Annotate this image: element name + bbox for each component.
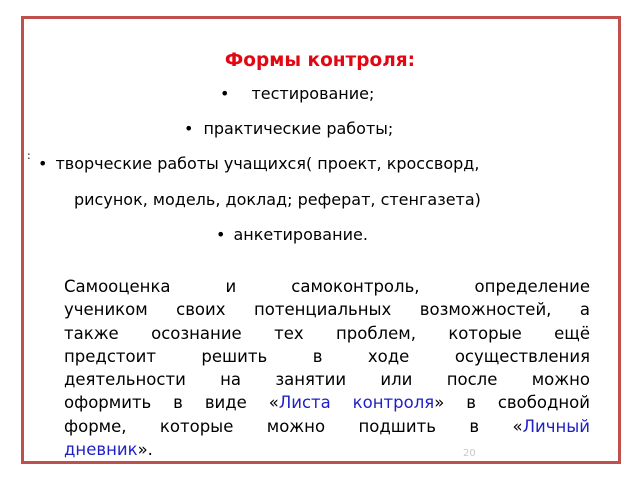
bullet-icon: • [216, 225, 226, 244]
diary-link-continuation[interactable]: дневник [64, 440, 138, 460]
list-item-label: практические работы; [203, 119, 394, 138]
paragraph-text: форме, которые можно подшить в « [64, 416, 523, 436]
paragraph-line [64, 438, 590, 461]
list-item-label: анкетирование. [233, 225, 368, 244]
paragraph-line: предстоит решить в ходе осуществления [64, 346, 590, 366]
paragraph-line: деятельности на занятии или после можно [64, 370, 590, 390]
self-assessment-paragraph [64, 275, 590, 461]
bullet-icon: • [220, 84, 230, 103]
paragraph-text: » в свободной [434, 393, 591, 413]
paragraph-line [64, 391, 590, 414]
paragraph-line: учеником своих потенциальных возможностей, а [64, 300, 590, 320]
paragraph-text: оформить в виде « [64, 393, 279, 413]
paragraph-line: также осознание тех проблем, которые ещё [64, 323, 590, 343]
paragraph-line [64, 415, 590, 438]
paragraph-text: ». [137, 440, 153, 460]
slide-title: Формы контроля: [224, 50, 416, 71]
diary-link[interactable]: Личный [522, 416, 590, 436]
slide-number: 20 [463, 448, 476, 459]
list-item-testing [220, 84, 374, 103]
list-item-label: творческие работы учащихся( проект, кроссворд, [55, 154, 480, 173]
bullet-icon: • [38, 154, 48, 173]
bullet-icon: • [184, 119, 194, 138]
list-item-survey [216, 225, 368, 244]
list-item-label: тестирование; [251, 84, 375, 103]
list-item-creative [38, 154, 479, 173]
checklist-link[interactable]: Листа контроля [278, 393, 435, 413]
side-mark: : [27, 149, 31, 162]
list-item-practical [184, 119, 393, 138]
list-item-creative-continuation: рисунок, модель, доклад; реферат, стенгазета) [74, 190, 481, 209]
paragraph-line: Самооценка и самоконтроль, определение [64, 277, 590, 296]
